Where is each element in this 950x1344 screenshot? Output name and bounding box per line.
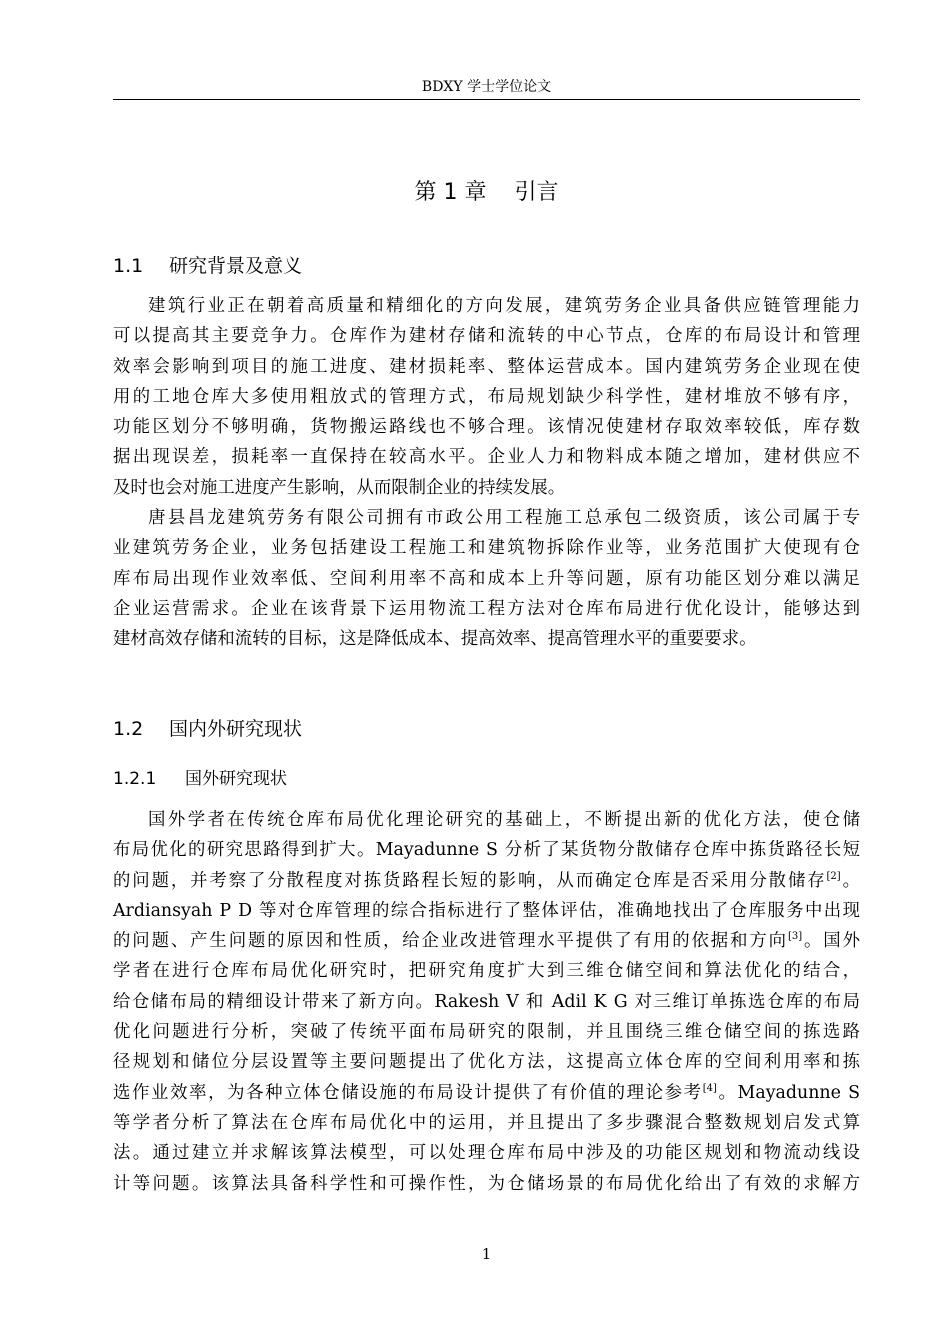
line-text: 学者在进行仓库布局优化研究时，把研究角度扩大到三维仓储空间和算法优化的结合， [113,961,860,982]
citation-ref: [3] [787,931,803,943]
line-text: 国外学者在传统仓库布局优化理论研究的基础上，不断提出新的优化方法，使仓储 [148,810,860,830]
paragraph-foreign-research [113,805,860,1199]
text-line: 库布局出现作业效率低、空间利用率不高和成本上升等问题，原有功能区划分难以满足 [113,568,860,589]
text-line [113,1078,860,1108]
line-text: 径规划和储位分层设置等主要问题提出了优化方法，这提高立体仓库的空间利用率和拣 [113,1052,860,1073]
line-text: 的问题，并考察了分散程度对拣货路程长短的影响，从而确定仓库是否采用分散储存 [113,870,827,891]
line-text-after-ref: 。国外 [802,931,860,952]
section-heading-1-2-1 [113,765,287,793]
chapter-name: 引言 [514,180,559,205]
section-heading-1-1 [113,252,302,280]
section-title: 研究背景及意义 [169,255,303,277]
page-number: 1 [481,1245,492,1263]
text-line [113,805,860,835]
text-line: 唐县昌龙建筑劳务有限公司拥有市政公用工程施工总承包二级资质，该公司属于专 [148,508,860,528]
line-text: 等学者分析了算法在仓库布局优化中的运用，并且提出了多步骤混合整数规划启发式算 [113,1112,860,1133]
line-text: 选作业效率，为各种立体仓储设施的布局设计提供了有价值的理论参考 [113,1082,703,1103]
line-text: 法。通过建立并求解该算法模型，可以处理仓库布局中涉及的功能区规划和物流动线设 [113,1143,860,1164]
paragraph-background-1 [113,291,860,503]
text-line [113,1169,860,1199]
chapter-title [113,177,860,209]
text-line [113,987,860,1017]
line-text: 计等问题。该算法具备科学性和可操作性，为仓储场景的布局优化给出了有效的求解方 [113,1173,860,1194]
text-line [113,896,860,926]
section-title: 国外研究现状 [185,769,287,789]
text-line [113,835,860,865]
line-text-after-ref: 。 [840,870,860,891]
section-title: 国内外研究现状 [169,718,303,740]
citation-ref: [4] [702,1082,717,1094]
text-line [113,1138,860,1168]
text-line [113,926,860,956]
text-line: 业建筑劳务企业，业务包括建设工程施工和建筑物拆除作业等，业务范围扩大使现有仓 [113,538,860,559]
line-text: Ardiansyah P D 等对仓库管理的综合指标进行了整体评估，准确地找出了仓库服务中出现 [113,900,860,921]
line-text: 给仓储布局的精细设计带来了新方向。Rakesh V 和 Adil K G 对三维订单拣选仓库的布局 [113,991,860,1012]
section-number: 1.1 [113,255,144,277]
text-line: 企业运营需求。企业在该背景下运用物流工程方法对仓库布局进行优化设计，能够达到 [113,598,860,619]
line-text: 布局优化的研究思路得到扩大。Mayadunne S 分析了某货物分散储存仓库中拣货路径长短 [113,840,860,861]
citation-ref: [2] [826,870,841,882]
text-line: 用的工地仓库大多使用粗放式的管理方式，布局规划缺少科学性，建材堆放不够有序， [113,386,860,407]
line-text: 的问题、产生问题的原因和性质，给企业改进管理水平提供了有用的依据和方向 [113,931,788,952]
line-text: 优化问题进行分析，突破了传统平面布局研究的限制，并且围绕三维仓储空间的拣选路 [113,1022,860,1043]
section-number: 1.2 [113,718,144,740]
text-line [113,1047,860,1077]
section-heading-1-2 [113,715,302,743]
text-line [113,1017,860,1047]
section-number: 1.2.1 [113,769,157,789]
text-line: 建材高效存储和流转的目标，这是降低成本、提高效率、提高管理水平的重要要求。 [113,629,757,650]
text-line: 建筑行业正在朝着高质量和精细化的方向发展，建筑劳务企业具备供应链管理能力 [148,296,860,316]
text-line: 据出现误差，损耗率一直保持在较高水平。企业人力和物料成本随之增加，建材供应不 [113,447,860,468]
text-line: 及时也会对施工进度产生影响，从而限制企业的持续发展。 [113,477,566,498]
line-text-after-ref: 。Mayadunne S [716,1082,860,1103]
paragraph-background-2 [113,503,860,654]
text-line: 可以提高其主要竞争力。仓库作为建材存储和流转的中心节点，仓库的布局设计和管理 [113,326,860,347]
text-line [113,866,860,896]
chapter-number: 第 1 章 [414,180,487,205]
header-rule [113,99,860,100]
page-header: BDXY 学士学位论文 [421,79,552,95]
text-line [113,1108,860,1138]
text-line: 功能区划分不够明确，货物搬运路线也不够合理。该情况使建材存取效率较低，库存数 [113,417,860,438]
text-line: 效率会影响到项目的施工进度、建材损耗率、整体运营成本。国内建筑劳务企业现在使 [113,356,860,377]
text-line [113,956,860,986]
